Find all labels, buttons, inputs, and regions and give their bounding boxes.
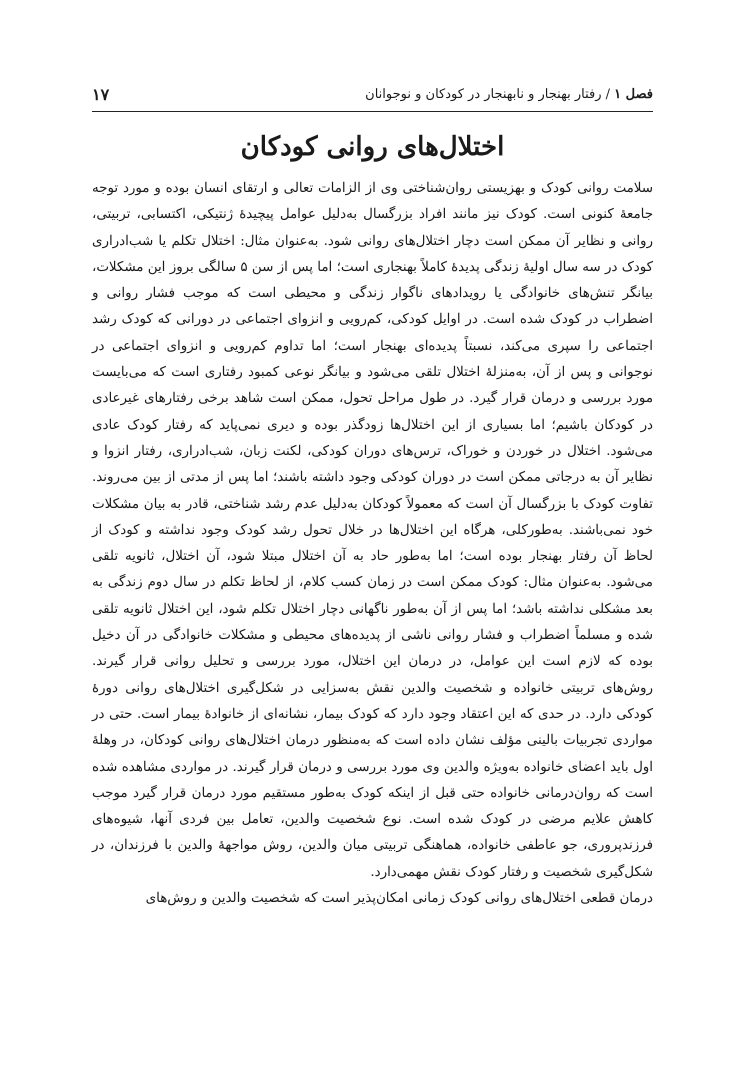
paragraph: سلامت روانی کودک و بهزیستی روان‌شناختی وی از الزامات تعالی و ارتقای انسان بوده و مورد توجه جامعهٔ کنونی است. کودک نیز مانند افراد بزرگسال به‌دلیل عوامل پیچیدهٔ ژنتیکی، اکتسابی، تربیتی، روانی و نظایر آن ممکن است دچار اختلال‌های روانی شود. به‌عنوان مثال: اختلال تکلم یا شب‌ادراری کودک در سه سال اولیهٔ زندگی پدیدهٔ کاملاً بهنجاری است؛ اما پس از سن ۵ سالگی بروز این مشکلات، بیانگر تنش‌های خانوادگی یا رویدادهای ناگوار زندگی و محیطی است که موجب فشار روانی و اضطراب در کودک شده است. در اوایل کودکی، کم‌رویی و انزوای اجتماعی در دورانی که کودک رشد اجتماعی را سپری می‌کند، نسبتاً پدیده‌ای بهنجار است؛ اما تداوم کم‌رویی و انزوای اجتماعی در نوجوانی و پس از آن، به‌منزلهٔ اختلال تلقی می‌شود و بیانگر نوعی کمبود رفتاری است که می‌بایست مورد بررسی و درمان قرار گیرد. در طول مراحل تحول، ممکن است شاهد برخی رفتارهای غیرعادی در کودکان باشیم؛ اما بسیاری از این اختلال‌ها زودگذر بوده و دیری نمی‌پاید که رفتار کودک عادی می‌شود. اختلال در خوردن و خوراک، ترس‌های دوران کودکی، لکنت زبان، شب‌ادراری، رفتار انزوا و نظایر آن به درجاتی ممکن است در دوران کودکی وجود داشته باشند؛ اما پس از مدتی از بین می‌روند. تفاوت کودک با بزرگسال آن است که معمولاً کودکان به‌دلیل عدم رشد شناختی، قادر به بیان مشکلات خود نمی‌باشند. به‌طورکلی، هرگاه این اختلال‌ها در خلال تحول رشد کودک وجود نداشته و کودک از لحاظ آن رفتار بهنجار بوده است؛ اما به‌طور حاد به آن اختلال مبتلا شود، آن اختلال، ثانویه تلقی می‌شود. به‌عنوان مثال: کودک ممکن است در زمان کسب کلام، از لحاظ تکلم در سال دوم زندگی به بعد مشکلی نداشته باشد؛ اما پس از آن به‌طور ناگهانی دچار اختلال تکلم شود، این اختلال ثانویه تلقی شده و مسلماً اضطراب و فشار روانی ناشی از پدیده‌های محیطی و مشکلات خانوادگی در آن دخیل بوده که لازم است این عوامل، در درمان این اختلال، مورد بررسی و تحلیل روانی قرار گیرند. روش‌های تربیتی خانواده و شخصیت والدین نقش به‌سزایی در شکل‌گیری اختلال‌های روانی دورهٔ کودکی دارد. در حدی که این اعتقاد وجود دارد که کودک بیمار، نشانه‌ای از خانوادهٔ بیمار است. حتی در مواردی تجربیات بالینی مؤلف نشان داده است که به‌منظور درمان اختلال‌های روانی کودکان، در وهلهٔ اول باید اعضای خانواده به‌ویژه والدین وی مورد بررسی و درمان قرار گیرند. در مواردی مشاهده شده است که روان‌درمانی خانواده حتی قبل از اینکه کودک به‌طور مستقیم مورد درمان قرار گیرد موجب کاهش علایم مرضی در کودک شده است. نوع شخصیت والدین، تعامل بین فردی آنها، شیوه‌های فرزندپروری، جو عاطفی خانواده، هماهنگی تربیتی میان والدین، روش مواجههٔ والدین با فرزندان، در شکل‌گیری شخصیت و رفتار کودک نقش مهمی‌دارد.: [92, 181, 653, 880]
chapter-heading: [365, 87, 653, 102]
paragraph: درمان قطعی اختلال‌های روانی کودک زمانی امکان‌پذیر است که شخصیت والدین و روش‌های: [145, 891, 653, 907]
section-title: اختلال‌های روانی کودکان: [240, 132, 505, 162]
body-text: [92, 176, 653, 912]
page-number: ۱۷: [92, 85, 110, 104]
running-header: [92, 85, 653, 104]
chapter-label: فصل ۱: [614, 87, 653, 102]
header-rule: [92, 111, 653, 112]
chapter-title: رفتار بهنجار و نابهنجار در کودکان و نوجوانان: [365, 87, 602, 102]
header-separator: /: [605, 87, 611, 102]
